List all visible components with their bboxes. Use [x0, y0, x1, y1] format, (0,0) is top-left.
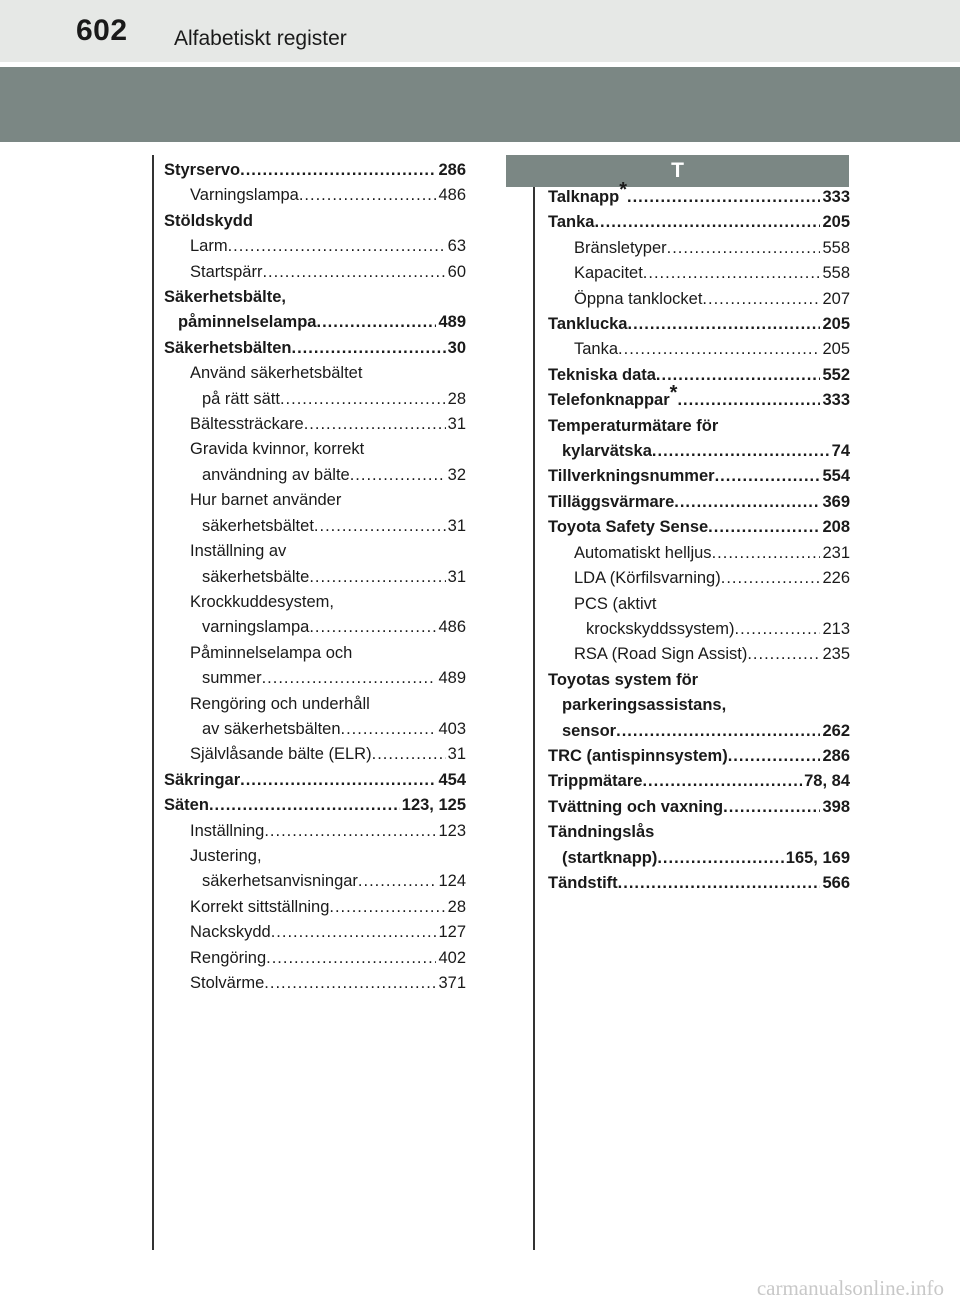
index-entry — [164, 158, 466, 183]
index-entry-label: summer — [202, 669, 262, 688]
index-heading-line: Krockkuddesystem, — [190, 592, 334, 611]
index-entry — [164, 387, 466, 412]
leader-dots — [299, 183, 437, 208]
index-entry — [548, 490, 850, 515]
index-entry-page: 205 — [822, 315, 850, 334]
index-entry-page: 31 — [447, 415, 466, 434]
index-entry — [164, 895, 466, 920]
index-entry-label: Stolvärme — [190, 974, 265, 992]
leader-dots — [594, 210, 820, 235]
leader-dots — [358, 869, 437, 894]
leader-dots — [329, 895, 445, 920]
index-entry-label: användning av bälte — [202, 465, 350, 484]
index-entry — [548, 312, 850, 337]
index-entry-label: sensor — [562, 721, 617, 740]
index-heading-line: Justering, — [190, 846, 262, 865]
index-entry-page: 371 — [438, 974, 466, 992]
index-entry-page: 554 — [822, 467, 850, 486]
index-entry-page: 286 — [438, 161, 466, 179]
index-entry-page: 262 — [822, 721, 850, 740]
index-entry-page: 30 — [447, 338, 466, 357]
index-entry-label: Larm — [190, 237, 228, 256]
index-heading-line: parkeringsassistans, — [562, 696, 727, 715]
index-entry — [548, 617, 850, 642]
index-entry — [164, 920, 466, 945]
index-entry — [548, 261, 850, 286]
index-entry-page: 78, 84 — [804, 772, 850, 791]
leader-dots — [657, 846, 783, 871]
index-entry-label: Tillverkningsnummer — [548, 467, 715, 486]
leader-dots — [309, 615, 436, 640]
index-entry-page: 286 — [822, 746, 850, 765]
index-entry-label: Bränsletyper — [574, 238, 667, 257]
index-entry-label: Telefonknappar* — [548, 382, 678, 410]
index-entry — [164, 412, 466, 437]
index-heading-line: Tändningslås — [548, 823, 655, 842]
index-heading-line: Stöldskydd — [164, 211, 253, 230]
leader-dots — [304, 412, 446, 437]
index-entry-page: 235 — [822, 645, 850, 664]
index-entry-label: säkerhetsbälte — [202, 567, 310, 586]
leader-dots — [643, 261, 821, 286]
index-entry — [548, 236, 850, 261]
index-entry — [548, 541, 850, 566]
index-entry-page: 213 — [822, 619, 850, 638]
leader-dots — [677, 388, 820, 413]
leader-dots — [618, 871, 821, 896]
index-entry-page: 32 — [447, 465, 466, 484]
index-entry — [548, 287, 850, 312]
index-entry — [164, 514, 466, 539]
index-entry-page: 489 — [438, 313, 466, 332]
index-entry-page: 486 — [438, 186, 466, 205]
leader-dots — [316, 310, 436, 335]
index-entry — [548, 566, 850, 591]
index-entry-page: 31 — [447, 516, 466, 535]
leader-dots — [228, 234, 446, 259]
index-entry-label: av säkerhetsbälten — [202, 719, 341, 738]
leader-dots — [708, 515, 820, 540]
index-entry — [164, 971, 466, 996]
index-entry-label: Startspärr — [190, 262, 263, 281]
leader-dots — [627, 185, 820, 210]
header-band — [0, 67, 960, 142]
index-entry-label: Öppna tanklocket — [574, 289, 703, 308]
leader-dots — [702, 287, 820, 312]
leader-dots — [372, 742, 446, 767]
leader-dots — [309, 565, 445, 590]
column-divider — [533, 155, 535, 1250]
index-entry-page: 226 — [822, 569, 850, 588]
index-entry-page: 60 — [447, 262, 466, 281]
index-entry-label: Bältessträckare — [190, 415, 304, 434]
leader-dots — [728, 744, 821, 769]
page-title: Alfabetiskt register — [174, 27, 347, 50]
index-entry-page: 127 — [438, 923, 466, 942]
index-heading-line: Rengöring och underhåll — [190, 694, 370, 713]
index-entry — [164, 793, 466, 818]
index-entry — [548, 769, 850, 794]
index-heading-line: Använd säkerhetsbältet — [190, 364, 363, 383]
index-entry-label: Självlåsande bälte (ELR) — [190, 745, 372, 764]
index-entry — [164, 183, 466, 208]
index-entry — [164, 768, 466, 793]
section-letter-heading: T — [506, 155, 849, 187]
index-entry-page: 28 — [447, 897, 466, 916]
leader-dots — [264, 971, 436, 996]
leader-dots — [240, 768, 436, 793]
index-entry-label: Rengöring — [190, 948, 267, 967]
index-entry-label: Automatiskt helljus — [574, 543, 712, 562]
index-entry — [548, 515, 850, 540]
index-entry-label: varningslampa — [202, 618, 310, 637]
leader-dots — [747, 642, 820, 667]
index-entry-page: 207 — [822, 289, 850, 308]
header-bar — [0, 0, 960, 62]
index-entry-page: 231 — [822, 543, 850, 562]
index-entry-label: Trippmätare — [548, 772, 643, 791]
leader-dots — [240, 158, 436, 183]
index-entry-page: 31 — [447, 745, 466, 764]
index-entry-label: TRC (antispinnsystem) — [548, 746, 728, 765]
index-heading-line: Hur barnet använder — [190, 491, 342, 510]
index-entry-label: krockskyddssystem) — [586, 619, 735, 638]
index-entry-page: 402 — [438, 948, 466, 967]
leader-dots — [627, 312, 820, 337]
index-entry-label: (startknapp) — [562, 848, 658, 867]
index-entry-label: kylarvätska — [562, 442, 652, 461]
index-entry-label: Tanklucka — [548, 315, 628, 334]
index-entry-page: 558 — [822, 238, 850, 257]
index-entry-label: Tanka — [548, 213, 595, 232]
index-entry-page: 566 — [822, 873, 850, 892]
footnote-star: * — [669, 382, 678, 405]
index-entry-label: Tilläggsvärmare — [548, 492, 675, 511]
index-heading-line: Påminnelselampa och — [190, 643, 353, 662]
leader-dots — [264, 819, 436, 844]
leader-dots — [642, 769, 802, 794]
index-entry — [548, 210, 850, 235]
index-entry-label: Säkerhetsbälten — [164, 338, 292, 357]
index-entry-label: Tändstift — [548, 873, 618, 892]
index-column-left — [164, 158, 466, 996]
index-entry-label: Tanka — [574, 340, 619, 359]
leader-dots — [341, 717, 437, 742]
index-entry — [164, 260, 466, 285]
index-entry — [164, 819, 466, 844]
leader-dots — [652, 439, 830, 464]
index-entry — [164, 615, 466, 640]
index-entry-page: 403 — [438, 719, 466, 738]
leader-dots — [674, 490, 820, 515]
index-entry — [164, 336, 466, 361]
index-entry-page: 369 — [822, 492, 850, 511]
index-entry-label: Talknapp* — [548, 179, 628, 206]
index-entry — [548, 179, 850, 210]
index-entry — [548, 795, 850, 820]
index-entry-page: 63 — [447, 237, 466, 256]
index-entry-page: 552 — [822, 365, 850, 384]
index-entry-label: Tekniska data — [548, 365, 656, 384]
index-entry-page: 123, 125 — [401, 796, 466, 815]
index-entry — [164, 717, 466, 742]
leader-dots — [712, 541, 821, 566]
index-entry-page: 28 — [447, 389, 466, 408]
index-entry — [164, 742, 466, 767]
index-entry-label: Korrekt sittställning — [190, 897, 330, 916]
leader-dots — [266, 946, 436, 971]
index-column-right — [548, 179, 850, 896]
index-entry-label: på rätt sätt — [202, 389, 280, 408]
index-entry-label: Säkringar — [164, 770, 241, 789]
leader-dots — [291, 336, 445, 361]
index-entry-label: Styrservo — [164, 161, 241, 179]
leader-dots — [314, 514, 446, 539]
index-entry-page: 558 — [822, 264, 850, 283]
index-entry — [548, 439, 850, 464]
index-entry-page: 124 — [438, 872, 466, 891]
watermark: carmanualsonline.info — [756, 1276, 944, 1300]
index-entry — [548, 642, 850, 667]
index-entry-page: 205 — [822, 340, 850, 359]
index-entry-page: 123 — [438, 821, 466, 840]
index-entry — [164, 463, 466, 488]
index-entry — [548, 846, 850, 871]
index-heading-line: Inställning av — [190, 542, 287, 561]
index-entry — [548, 719, 850, 744]
index-entry — [164, 946, 466, 971]
index-entry-label: LDA (Körfilsvarning) — [574, 569, 721, 588]
footnote-star: * — [619, 179, 628, 201]
index-entry — [164, 869, 466, 894]
index-entry-label: Säten — [164, 796, 209, 815]
index-entry — [164, 234, 466, 259]
index-entry-page: 486 — [438, 618, 466, 637]
leader-dots — [209, 793, 400, 818]
index-entry-label: Toyota Safety Sense — [548, 518, 709, 537]
index-entry-label: RSA (Road Sign Assist) — [574, 645, 748, 664]
leader-dots — [715, 464, 821, 489]
index-entry-label: säkerhetsbältet — [202, 516, 314, 535]
page-number: 602 — [76, 14, 128, 47]
index-entry-page: 165, 169 — [785, 848, 850, 867]
index-entry-page: 205 — [822, 213, 850, 232]
left-divider — [152, 155, 154, 1250]
index-heading-line: PCS (aktivt — [574, 594, 657, 613]
leader-dots — [721, 566, 821, 591]
index-entry-page: 398 — [822, 797, 850, 816]
index-entry-label: Nackskydd — [190, 923, 271, 942]
index-heading-line: Säkerhetsbälte, — [164, 288, 286, 307]
index-entry-label: Kapacitet — [574, 264, 643, 283]
leader-dots — [618, 337, 820, 362]
leader-dots — [735, 617, 821, 642]
index-entry-label: Inställning — [190, 821, 265, 840]
index-entry-page: 489 — [438, 669, 466, 688]
leader-dots — [280, 387, 446, 412]
index-entry-page: 208 — [822, 518, 850, 537]
index-entry-label: påminnelselampa — [178, 313, 317, 332]
index-entry — [548, 363, 850, 388]
index-entry-page: 454 — [438, 770, 466, 789]
index-entry-label: Varningslampa — [190, 186, 299, 205]
index-entry — [548, 382, 850, 413]
leader-dots — [723, 795, 820, 820]
index-entry — [164, 666, 466, 691]
index-heading-line: Toyotas system för — [548, 670, 699, 689]
index-entry-page: 333 — [822, 391, 850, 410]
index-entry-page: 333 — [822, 188, 850, 206]
index-entry-label: säkerhetsanvisningar — [202, 872, 358, 891]
leader-dots — [350, 463, 446, 488]
leader-dots — [667, 236, 821, 261]
index-entry — [548, 871, 850, 896]
index-heading-line: Gravida kvinnor, korrekt — [190, 440, 365, 459]
index-entry — [548, 464, 850, 489]
index-entry-label: Tvättning och vaxning — [548, 797, 724, 816]
index-entry — [164, 565, 466, 590]
leader-dots — [656, 363, 821, 388]
index-entry-page: 31 — [447, 567, 466, 586]
index-entry-page: 74 — [831, 442, 850, 461]
leader-dots — [271, 920, 437, 945]
leader-dots — [262, 666, 437, 691]
index-heading-line: Temperaturmätare för — [548, 416, 719, 435]
index-entry — [548, 744, 850, 769]
index-entry — [164, 310, 466, 335]
index-entry — [548, 337, 850, 362]
leader-dots — [616, 719, 820, 744]
leader-dots — [262, 260, 445, 285]
